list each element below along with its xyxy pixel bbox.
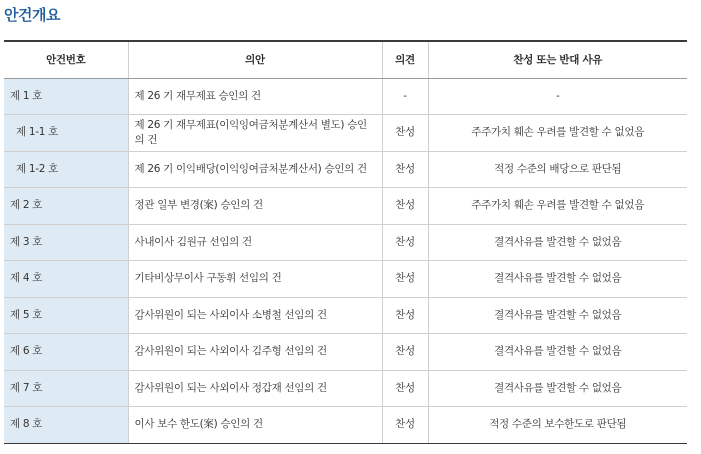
table-row	[4, 297, 687, 334]
agenda-title: 정관 일부 변경(案) 승인의 건	[128, 188, 382, 225]
agenda-reason: 결격사유를 발견할 수 없었음	[428, 261, 687, 298]
agenda-vote: 찬성	[382, 115, 428, 152]
table-row	[4, 78, 687, 115]
agenda-title: 제 26 기 재무제표(이익잉여금처분계산서 별도) 승인의 건	[128, 115, 382, 152]
table-row	[4, 151, 687, 188]
table-row	[4, 188, 687, 225]
agenda-reason: -	[428, 78, 687, 115]
agenda-reason: 결격사유를 발견할 수 없었음	[428, 297, 687, 334]
agenda-vote: 찬성	[382, 188, 428, 225]
header-reason: 찬성 또는 반대 사유	[428, 41, 687, 78]
agenda-title: 제 26 기 이익배당(이익잉여금처분계산서) 승인의 건	[128, 151, 382, 188]
agenda-reason: 적정 수준의 배당으로 판단됨	[428, 151, 687, 188]
agenda-number: 제 8 호	[4, 407, 128, 444]
agenda-reason: 주주가치 훼손 우려를 발견할 수 없었음	[428, 188, 687, 225]
agenda-reason: 결격사유를 발견할 수 없었음	[428, 334, 687, 371]
header-vote: 의견	[382, 41, 428, 78]
agenda-table	[4, 40, 687, 444]
agenda-title: 기타비상무이사 구동휘 선임의 건	[128, 261, 382, 298]
table-row	[4, 407, 687, 444]
agenda-vote: -	[382, 78, 428, 115]
agenda-title: 감사위원이 되는 사외이사 소병철 선임의 건	[128, 297, 382, 334]
agenda-title: 이사 보수 한도(案) 승인의 건	[128, 407, 382, 444]
table-row	[4, 334, 687, 371]
table-row	[4, 224, 687, 261]
agenda-vote: 찬성	[382, 407, 428, 444]
agenda-number: 제 2 호	[4, 188, 128, 225]
agenda-vote: 찬성	[382, 224, 428, 261]
agenda-reason: 결격사유를 발견할 수 없었음	[428, 224, 687, 261]
agenda-number: 제 5 호	[4, 297, 128, 334]
agenda-reason: 적정 수준의 보수한도로 판단됨	[428, 407, 687, 444]
header-agenda-title: 의안	[128, 41, 382, 78]
table-row	[4, 370, 687, 407]
section-title: 안건개요	[4, 6, 60, 24]
agenda-vote: 찬성	[382, 334, 428, 371]
agenda-number: 제 6 호	[4, 334, 128, 371]
agenda-vote: 찬성	[382, 297, 428, 334]
agenda-number: 제 3 호	[4, 224, 128, 261]
header-agenda-number: 안건번호	[4, 41, 128, 78]
table-row	[4, 261, 687, 298]
agenda-number: 제 7 호	[4, 370, 128, 407]
agenda-number: 제 1-2 호	[4, 151, 128, 188]
agenda-vote: 찬성	[382, 370, 428, 407]
agenda-title: 사내이사 김원규 선임의 건	[128, 224, 382, 261]
agenda-title: 감사위원이 되는 사외이사 정갑재 선임의 건	[128, 370, 382, 407]
table-row	[4, 115, 687, 152]
agenda-number: 제 1 호	[4, 78, 128, 115]
agenda-title: 제 26 기 재무제표 승인의 건	[128, 78, 382, 115]
agenda-reason: 주주가치 훼손 우려를 발견할 수 없었음	[428, 115, 687, 152]
agenda-reason: 결격사유를 발견할 수 없었음	[428, 370, 687, 407]
agenda-vote: 찬성	[382, 261, 428, 298]
table-header-row	[4, 41, 687, 78]
agenda-vote: 찬성	[382, 151, 428, 188]
agenda-number: 제 4 호	[4, 261, 128, 298]
agenda-title: 감사위원이 되는 사외이사 김주형 선임의 건	[128, 334, 382, 371]
agenda-number: 제 1-1 호	[4, 115, 128, 152]
agenda-table-body	[4, 78, 687, 443]
